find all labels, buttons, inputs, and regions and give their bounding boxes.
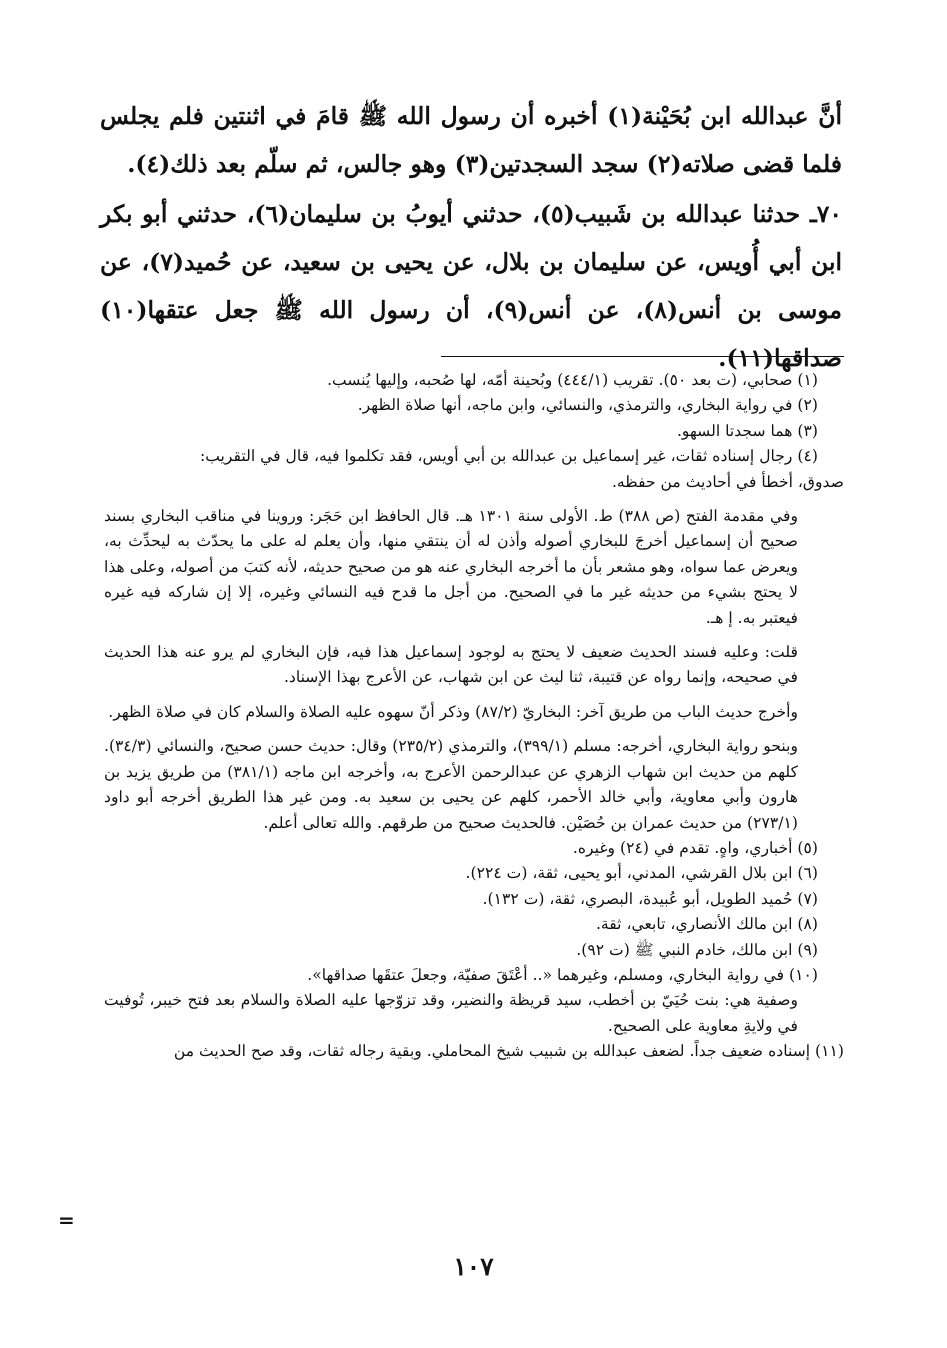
hadith-paragraph-70: ٧٠ـ حدثنا عبدالله بن شَبيب(٥)، حدثني أيوبُ بن سليمان(٦)، حدثني أبو بكر ابن أبي أُويس، عن سليمان بن بلال، عن يحيى بن سعيد، عن حُميد(٧)، عن موسى بن أنس(٨)، عن أنس(٩)، أن رسول الله ﷺ جعل عتقها(١٠) صداقها(١١). [100, 200, 843, 372]
footnotes [104, 368, 844, 1065]
footnote-note-ruling: قلت: وعليه فسند الحديث ضعيف لا يحتج به لوجود إسماعيل هذا فيه، فإن البخاري لم يرو عنه هذا الحديث في صحيحه، وإنما رواه عن قتيبة، ثنا ليث عن ابن شهاب، عن الأعرج بهذا الإسناد. [104, 643, 798, 687]
footnote-9: (٩) ابن مالك، خادم النبي ﷺ (ت ٩٢). [576, 940, 818, 959]
footnote-note-other-route: وأخرج حديث الباب من طريق آخر: البخاريّ (٨٧/٢) وذكر أنّ سهوه عليه الصلاة والسلام كان في صلاة الظهر. [108, 702, 798, 721]
footnote-1: (١) صحابي، (ت بعد ٥٠). تقريب (٤٤٤/١) وبُحينة أمّه، لها صُحبه، وإليها يُنسب. [327, 371, 818, 389]
footnote-4: (٤) رجال إسناده ثقات، غير إسماعيل بن عبدالله بن أبي أويس، فقد تكلموا فيه، قال في التقريب: [199, 447, 818, 466]
footnote-3: (٣) هما سجدتا السهو. [676, 421, 818, 440]
footnote-4-continued: صدوق، أخطأ في أحاديث من حفظه. [611, 472, 844, 491]
footnote-separator [441, 356, 844, 357]
footnote-note-fath: وفي مقدمة الفتح (ص ٣٨٨) ط. الأولى سنة ١٣٠١ هـ. قال الحافظ ابن حَجَر: وروينا في مناقب البخاري بسند صحيح أن إسماعيل أخرجَ للبخاري أصوله وأذن له أن ينتقي منها، وأن يعلم له على ما يحدّث به ليحدِّث به، ويعرض عما سواه، وهو مشعر بأن ما أخرجه البخاري عنه هو من صحيح حديثه، لأنه كتبَ من أصوله، وعلى هذا لا يحتج بشيء من حديثه غير ما في الصحيح. من أجل ما قدح فيه النسائي وغيره، إلا إن شاركه فيه غيره فيعتبر به. إ هـ. [104, 507, 798, 627]
footnote-10: (١٠) في رواية البخاري، ومسلم، وغيرهما «.. أعْتَقَ صفيّة، وجعلَ عتقَها صداقها». [307, 965, 818, 984]
footnote-6: (٦) ابن بلال القرشي، المدني، أبو يحيى، ثقة، (ت ٢٢٤). [465, 864, 818, 883]
hadith-paragraph-69: أنَّ عبدالله ابن بُحَيْنة(١) أخبره أن رسول الله ﷺ قامَ في اثنتين فلم يجلس فلما قضى صلاته(٢) سجد السجدتين(٣) وهو جالس، ثم سلّم بعد ذلك(٤). [100, 102, 842, 178]
footnote-11: (١١) إسناده ضعيف جداً. لضعف عبدالله بن شبيب شيخ المحاملي. وبقية رجاله ثقات، وقد صح الحديث من [173, 1042, 844, 1061]
main-text [100, 92, 842, 382]
footnote-7: (٧) حُميد الطويل، أبو عُبيدة، البصري، ثقة، (ت ١٣٢). [482, 889, 818, 908]
footnote-5: (٥) أخباري، واهٍ. تقدم في (٢٤) وغيره. [572, 838, 818, 857]
footnote-note-safiyya: وصفية هي: بنت حُيَيّ بن أخطب، سيد قريظة والنضير، وقد تزوّجها عليه الصلاة والسلام بعد فتح خيبر، تُوفيت في ولايةِ معاوية على الصحيح. [104, 991, 798, 1035]
page-number: ١٠٧ [453, 1252, 494, 1281]
footnote-2: (٢) في رواية البخاري، والترمذي، والنسائي، وابن ماجه، أنها صلاة الظهر. [357, 396, 818, 415]
continuation-mark: = [58, 1208, 75, 1232]
footnote-8: (٨) ابن مالك الأنصاري، تابعي، ثقة. [595, 915, 818, 934]
footnote-note-takhrij: وبنحو رواية البخاري، أخرجه: مسلم (٣٩٩/١)، والترمذي (٢٣٥/٢) وقال: حديث حسن صحيح، والنسائي (٣٤/٣). كلهم من حديث ابن شهاب الزهري عن عبدالرحمن الأعرج به، وأخرجه ابن ماجه (٣٨١/١) من طريق يزيد بن هارون وأبي معاوية، وأبي خالد الأحمر، كلهم عن يحيى بن سعيد به. ومن غير هذا الطريق أخرجه أبو داود (٢٧٣/١) من حديث عمران بن حُصَيْن. فالحديث صحيح من طرقهم. والله تعالى أعلم. [104, 737, 798, 832]
